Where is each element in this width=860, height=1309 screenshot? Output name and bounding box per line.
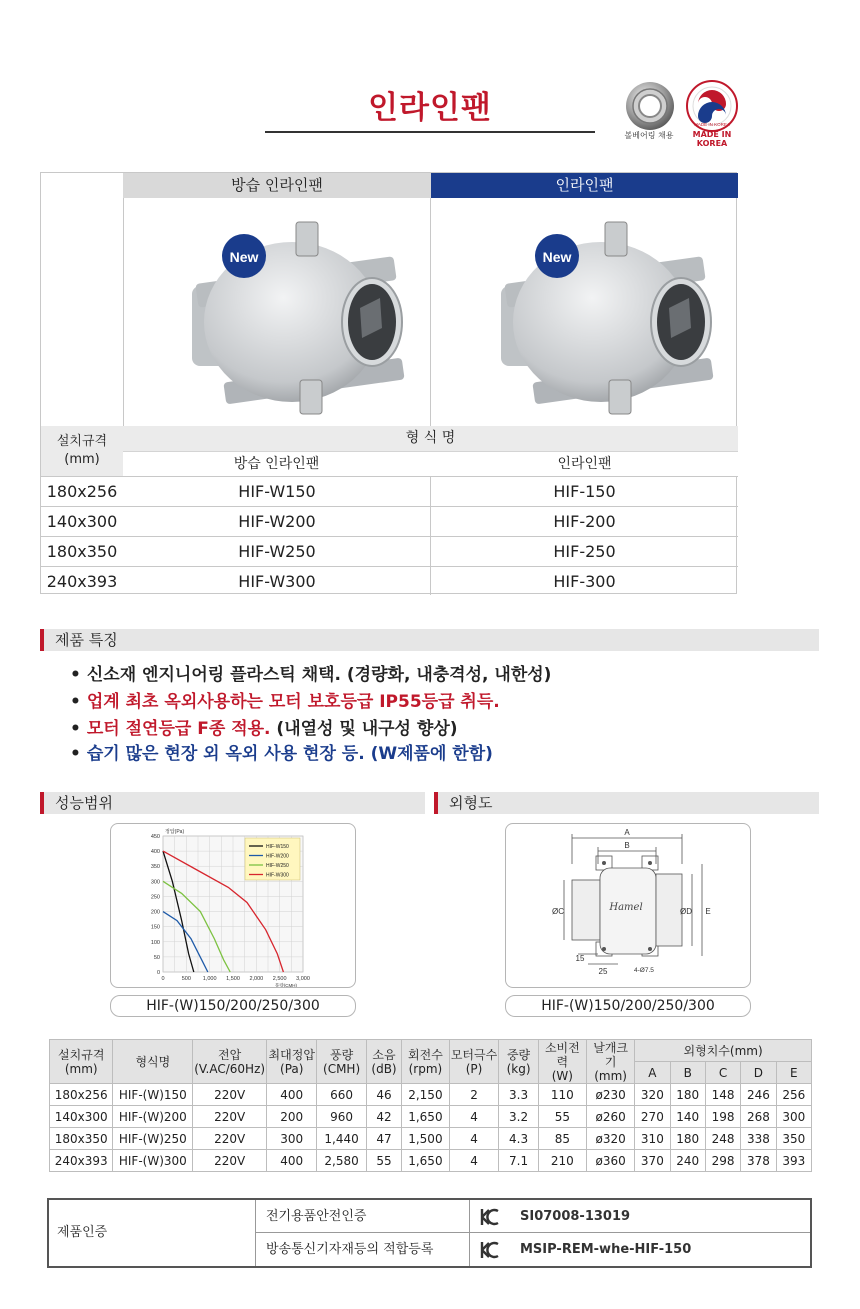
legend-label: HIF-W300 [266,872,289,879]
certification-row: 전기용품안전인증 SI07008-13019 [256,1200,810,1233]
y-tick-label: 100 [150,939,160,946]
size-header: 설치규격 (mm) [41,426,123,476]
moisture-fan-image [124,198,430,426]
table-row: 180x350 HIF-W250 HIF-250 [41,536,738,566]
y-tick-label: 50 [153,954,160,961]
ball-bearing-icon [624,80,676,132]
model-table [40,172,737,594]
svg-text:4-Ø7.5: 4-Ø7.5 [634,967,654,974]
table-row: 240x393 HIF-W300 HIF-300 [41,566,738,594]
bullet: • [70,719,81,739]
legend-label: HIF-W150 [266,844,289,850]
spec-header-row: 설치규격 (mm) 형식명 전압 (V.AC/60Hz) 최대정압 (Pa) 풍량 (CMH) 소음 (dB) 회전수 (rpm) 모터극수 (P) 중량 (kg) 소비전력 (W) 날개크기 (mm) 외형치수(mm) [50,1040,812,1062]
certification-row: 방송통신기자재등의 적합등록 MSIP-REM-whe-HIF-150 [256,1233,810,1266]
table-row: 240x393 HIF-(W)300 220V 400 2,580 55 1,650 4 7.1 210 ø360 370 240 298 378 393 [50,1150,812,1172]
made-in-korea-emblem [686,80,738,132]
outline-drawing [506,824,750,987]
standard-fan-image [431,198,738,426]
y-tick-label: 400 [150,849,160,856]
x-tick-label: 3,000 [296,976,310,982]
page-title: 인라인팬 [368,90,492,126]
bullet: • [70,744,81,764]
outline-section-title: 외형도 [434,792,819,814]
subheader-moisture: 방습 인라인팬 [233,456,320,472]
kc-mark-icon [480,1208,500,1226]
feature-item: • 모터 절연등급 F종 적용. (내열성 및 내구성 향상) [70,719,458,739]
subheader-standard: 인라인팬 [557,456,612,472]
svg-text:B: B [624,841,630,850]
y-tick-label: 450 [150,834,160,840]
x-tick-label: 1,500 [226,976,240,982]
table-row: 140x300 HIF-(W)200 220V 200 960 42 1,650 4 3.2 55 ø260 270 140 198 268 300 [50,1106,812,1128]
table-row: 180x350 HIF-(W)250 220V 300 1,440 47 1,500 4 4.3 85 ø320 310 180 248 338 350 [50,1128,812,1150]
features-section-title: 제품 특징 [40,629,819,651]
x-tick-label: 2,000 [249,976,264,982]
performance-chart-box [110,823,356,988]
y-tick-label: 300 [150,879,160,886]
x-axis-label: 풍량(CMH) [275,983,297,987]
x-tick-label: 2,500 [272,976,287,982]
svg-text:25: 25 [598,967,608,976]
legend-label: HIF-W250 [266,863,289,869]
svg-text:A: A [624,828,630,837]
table-row: 180x256 HIF-W150 HIF-150 [41,476,738,506]
performance-chart [111,824,355,987]
feature-item: • 업계 최초 옥외사용하는 모터 보호등급 IP55등급 취득. [70,692,500,712]
spec-table: 설치규격 (mm) 형식명 전압 (V.AC/60Hz) 최대정압 (Pa) 풍량 (CMH) 소음 (dB) 회전수 (rpm) 모터극수 (P) 중량 (kg) 소비전력 (W) 날개크기 (mm) 외형치수(mm) A B C D E 180x256 HIF-(W)150 220V 400 660 46 2,150 2 3.3 110 ø230 320 180 148 246 256 140x300 HIF-(W)200 220V 200 960 42 1,650 4 3.2 55 ø260 270 140 198 268 300 180x350 HIF-(W)250 220V 300 1,440 47 1,500 4 4.3 85 ø320 310 180 248 338 350 240x393 HIF-(W)300 220V 400 2,580 55 1,650 4 7.1 210 ø360 370 240 298 378 393 [49,1039,812,1172]
y-tick-label: 350 [150,864,160,871]
table-row: 140x300 HIF-W200 HIF-200 [41,506,738,536]
svg-text:ØC: ØC [552,907,564,916]
made-in-korea-caption: MADE IN KOREA [692,130,732,148]
outline-drawing-box [505,823,751,988]
x-tick-label: 1,000 [202,976,217,982]
table-row: 180x256 HIF-(W)150 220V 400 660 46 2,150 2 3.3 110 ø230 320 180 148 246 256 [50,1084,812,1106]
bullet: • [70,692,81,712]
y-tick-label: 0 [156,970,160,976]
model-name-group-header: 형 식 명 [123,426,738,451]
y-axis-label: 정압(Pa) [165,829,185,835]
svg-text:Hamel: Hamel [609,902,643,913]
new-badge: New [542,249,572,265]
x-tick-label: 0 [161,976,165,982]
certification-table [47,1198,812,1268]
svg-text:15: 15 [575,954,585,963]
ball-bearing-caption: 볼베어링 채용 [624,131,674,140]
y-tick-label: 150 [150,924,160,931]
model-subheaders [123,451,738,476]
y-tick-label: 250 [150,894,160,901]
col-header-standard: 인라인팬 [431,173,738,198]
y-tick-label: 200 [150,909,160,916]
certification-label: 제품인증 [49,1200,256,1266]
svg-text:E: E [705,907,711,916]
x-tick-label: 500 [181,976,191,982]
outline-caption: HIF-(W)150/200/250/300 [505,995,751,1017]
feature-item: • 습기 많은 현장 외 옥외 사용 현장 등. (W제품에 한함) [70,744,493,764]
performance-caption: HIF-(W)150/200/250/300 [110,995,356,1017]
legend-label: HIF-W200 [266,853,289,860]
bullet: • [70,665,81,685]
svg-text:MADE IN KOREA: MADE IN KOREA [694,122,730,127]
title-underline [265,131,595,133]
svg-text:ØD: ØD [680,907,692,916]
performance-section-title: 성능범위 [40,792,425,814]
new-badge: New [229,249,259,265]
kc-mark-icon [480,1241,500,1259]
col-header-moisture: 방습 인라인팬 [123,173,431,198]
feature-item: • 신소재 엔지니어링 플라스틱 채택. (경량화, 내충격성, 내한성) [70,665,552,685]
